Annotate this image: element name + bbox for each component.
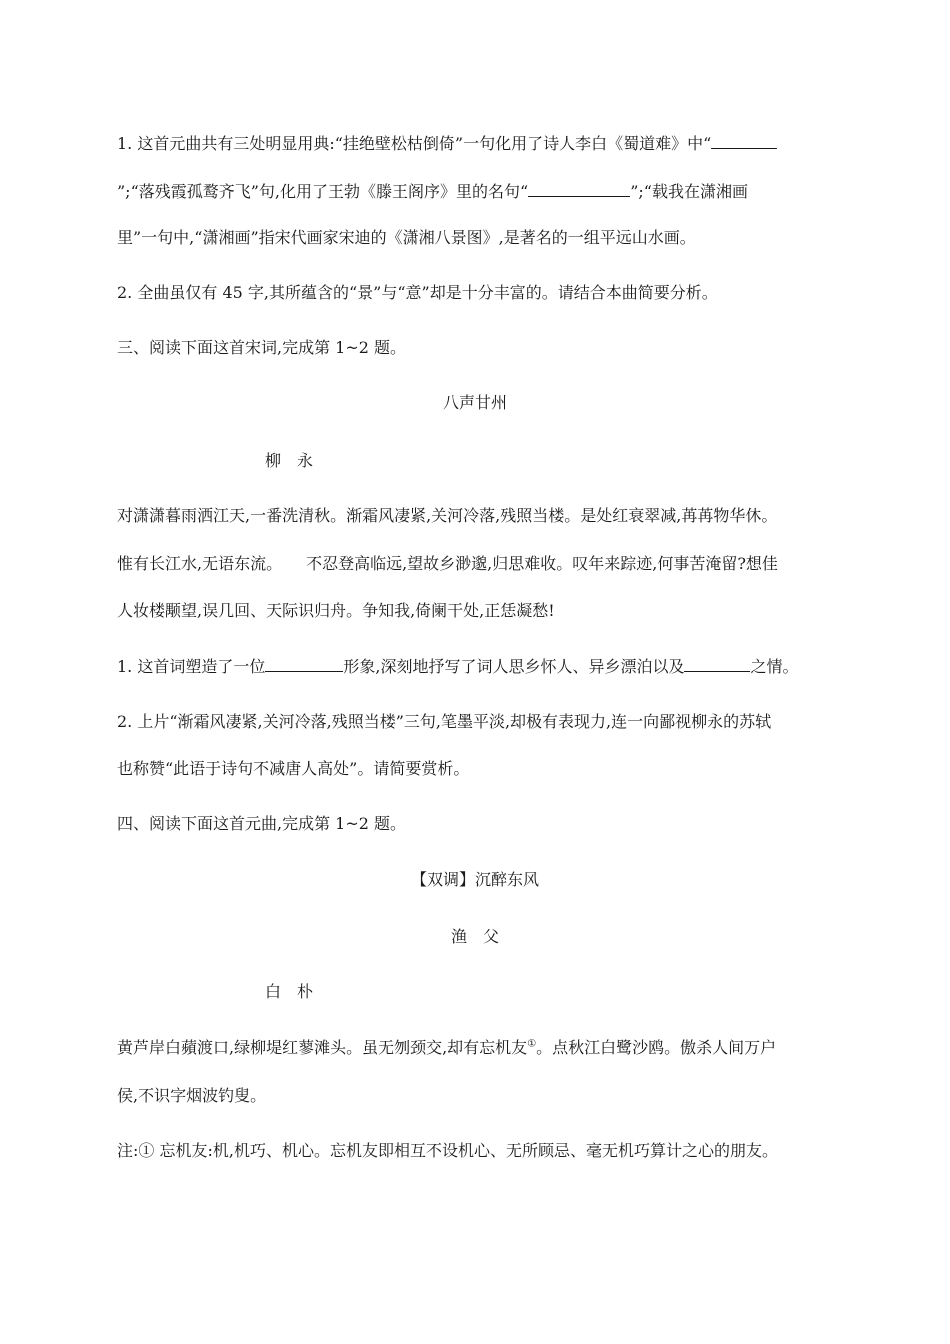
footnote-marker: ① xyxy=(527,1038,537,1050)
poem-line: 对潇潇暮雨洒江天,一番洗清秋。渐霜风凄紧,关河冷落,残照当楼。是处红衰翠减,苒苒物华休。 xyxy=(117,506,778,525)
qu-line: 侯,不识字烟波钓叟。 xyxy=(117,1086,267,1105)
section-3-question-1 xyxy=(117,654,830,679)
qu-subtitle: 渔 父 xyxy=(450,927,499,946)
question-text: 之情。 xyxy=(750,657,799,676)
question-1-text: ”;“载我在潇湘画 xyxy=(630,182,748,201)
question-1-line-1 xyxy=(117,131,830,156)
answer-blank[interactable] xyxy=(265,654,343,672)
qu-text: 黄芦岸白蘋渡口,绿柳堤红蓼滩头。虽无刎颈交,却有忘机友 xyxy=(117,1038,528,1057)
question-2: 2. 全曲虽仅有 45 字,其所蕴含的“景”与“意”却是十分丰富的。请结合本曲简要分析。 xyxy=(117,283,718,302)
section-4-heading: 四、阅读下面这首元曲,完成第 1~2 题。 xyxy=(117,814,407,833)
poem-line: 惟有长江水,无语东流。 不忍登高临远,望故乡渺邈,归思难收。叹年来踪迹,何事苦淹留?想佳 xyxy=(117,554,778,573)
qu-text: 。点秋江白鹭沙鸥。傲杀人间万户 xyxy=(536,1038,777,1057)
answer-blank[interactable] xyxy=(528,179,630,197)
section-3-question-2-line-1: 2. 上片“渐霜风凄紧,关河冷落,残照当楼”三句,笔墨平淡,却极有表现力,连一向鄙视柳永的苏轼 xyxy=(117,712,772,731)
question-text: 形象,深刻地抒写了词人思乡怀人、异乡漂泊以及 xyxy=(343,657,685,676)
question-1-text: 1. 这首元曲共有三处明显用典:“挂绝壁松枯倒倚”一句化用了诗人李白《蜀道难》中“ xyxy=(117,134,712,153)
answer-blank[interactable] xyxy=(684,654,750,672)
poem-line: 人妆楼颙望,误几回、天际识归舟。争知我,倚阑干处,正恁凝愁! xyxy=(117,601,555,620)
section-3-heading: 三、阅读下面这首宋词,完成第 1~2 题。 xyxy=(117,338,407,357)
answer-blank[interactable] xyxy=(711,131,777,149)
question-1-line-2 xyxy=(117,179,830,204)
question-1-text: ”;“落残霞孤鹜齐飞”句,化用了王勃《滕王阁序》里的名句“ xyxy=(117,182,529,201)
qu-line xyxy=(117,1036,830,1060)
question-text: 1. 这首词塑造了一位 xyxy=(117,657,266,676)
poem-title: 八声甘州 xyxy=(442,393,507,412)
question-1-line-3: 里”一句中,“潇湘画”指宋代画家宋迪的《潇湘八景图》,是著名的一组平远山水画。 xyxy=(117,228,696,247)
section-3-question-2-line-2: 也称赞“此语于诗句不减唐人高处”。请简要赏析。 xyxy=(117,759,470,778)
qu-author: 白 朴 xyxy=(265,982,314,1001)
qu-title: 【双调】沉醉东风 xyxy=(410,870,539,889)
footnote: 注:① 忘机友:机,机巧、机心。忘机友即相互不设机心、无所顾忌、毫无机巧算计之心的朋友。 xyxy=(117,1141,778,1160)
poem-author: 柳 永 xyxy=(265,451,314,470)
